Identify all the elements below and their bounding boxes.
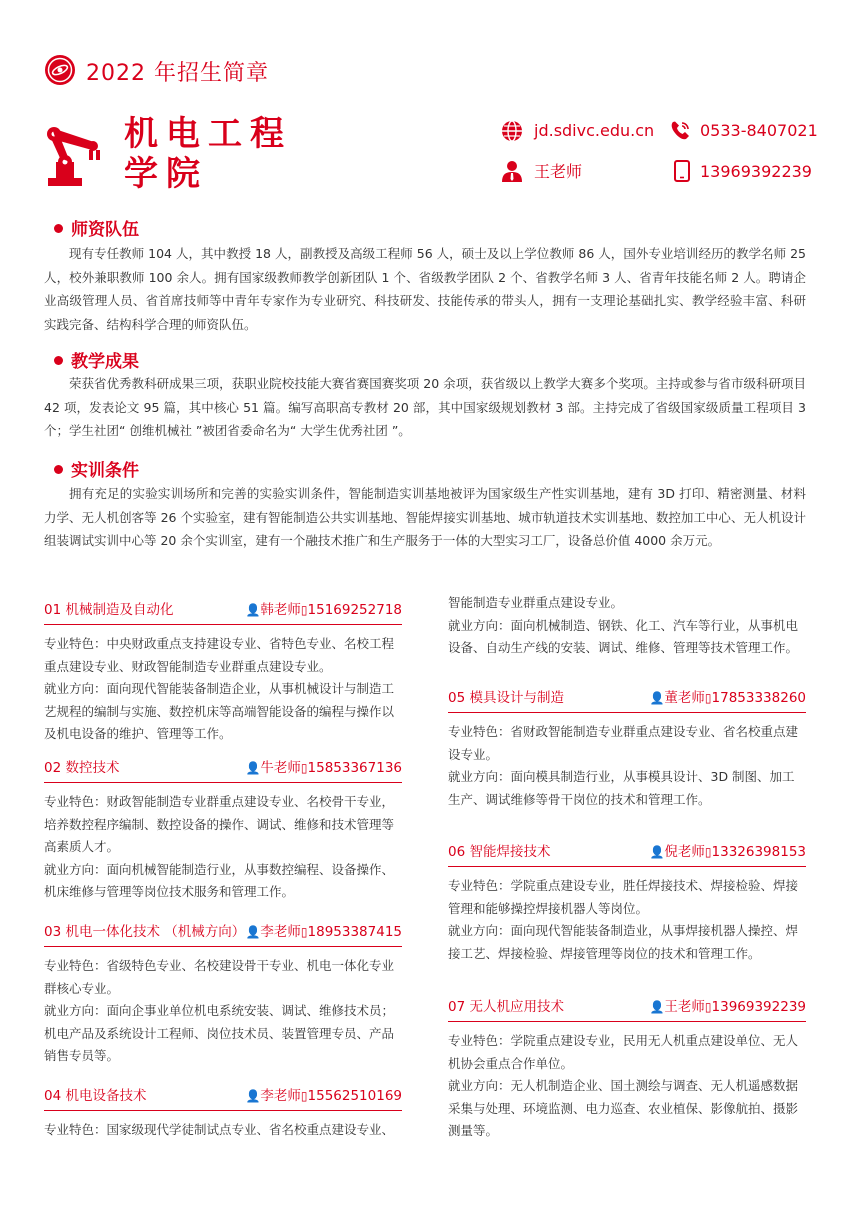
person-icon: 👤 <box>649 845 665 859</box>
mobile-phone-icon <box>671 160 693 182</box>
major-phone[interactable]: 15169252718 <box>307 602 402 618</box>
bullet-icon <box>54 224 63 233</box>
major-header <box>448 688 806 713</box>
major-card-continued <box>448 592 806 660</box>
major-features-continued: 智能制造专业群重点建设专业。 <box>448 595 624 610</box>
major-card <box>44 922 402 1068</box>
major-contact <box>245 600 402 620</box>
major-card <box>448 688 806 811</box>
major-features: 专业特色：中央财政重点支持建设专业、省特色专业、名校工程重点建设专业、财政智能制造专业群重点建设专业。 <box>44 636 395 674</box>
person-icon: 👤 <box>245 925 261 939</box>
person-icon: 👤 <box>649 691 665 705</box>
major-card <box>448 997 806 1143</box>
major-features: 专业特色：学院重点建设专业，胜任焊接技术、焊接检验、焊接管理和能够操控焊接机器人等岗位。 <box>448 878 799 916</box>
office-phone[interactable]: 0533-8407021 <box>700 121 818 140</box>
teaching-paragraph: 荣获省优秀教科研成果三项，获职业院校技能大赛省赛国赛奖项 20 余项，获省级以上教学大赛多个奖项。主持或参与省市级科研项目 42 项，发表论文 95 篇，其中核心 51 篇。编写高职高专教材 20 部，其中国家级规划教材 3 部。主持完成了省级国家级质量工程项目 3 个；学生社团“ 创维机械社 ”被团省委命名为“ 大学生优秀社团 ”。 <box>44 376 806 438</box>
mobile-phone-icon: ▯ <box>300 1089 308 1103</box>
major-header <box>44 600 402 625</box>
faculty-paragraph: 现有专任教师 104 人，其中教授 18 人，副教授及高级工程师 56 人，硕士及以上学位教师 86 人，国外专业培训经历的教学名师 25 人，校外兼职教师 100 余人。拥有国家级教师教学创新团队 1 个、省级教学团队 2 个、省教学名师 3 人、省青年技能名师 2 人。聘请企业高级管理人员、省首席技师等中青年专家作为专业研究、科技研发、技能传承的带头人，拥有一支理论基础扎实、教学经验丰富、科研实践完备、结构科学合理的师资队伍。 <box>44 246 806 332</box>
department-name-line1: 机电工程 <box>124 114 292 154</box>
major-name: 04 机电设备技术 <box>44 1088 147 1104</box>
training-paragraph: 拥有充足的实验实训场所和完善的实验实训条件，智能制造实训基地被评为国家级生产性实训基地，建有 3D 打印、精密测量、材料力学、无人机创客等 26 个实验室，建有智能制造公共实训基地、智能焊接实训基地、城市轨道技术实训基地、数控加工中心、无人机设计组装调试实训中心等 20 余个实训室，建有一个融技术推广和生产服务于一体的大型实习工厂，设备总价值 4000 余万元。 <box>44 486 806 548</box>
person-icon: 👤 <box>245 1089 261 1103</box>
major-employment: 就业方向：无人机制造企业、国土测绘与调查、无人机遥感数据采集与处理、环境监测、电力巡查、农业植保、影像航拍、摄影测量等。 <box>448 1078 799 1138</box>
major-features: 专业特色：省级特色专业、名校建设骨干专业、机电一体化专业群核心专业。 <box>44 958 395 996</box>
major-employment: 就业方向：面向机械制造、钢铁、化工、汽车等行业，从事机电设备、自动生产线的安装、调试、维修、管理等技术管理工作。 <box>448 617 799 655</box>
major-phone[interactable]: 15853367136 <box>307 760 402 776</box>
person-icon: 👤 <box>245 603 261 617</box>
mobile-phone-icon: ▯ <box>704 845 712 859</box>
major-card <box>44 758 402 904</box>
major-name: 02 数控技术 <box>44 760 120 776</box>
major-phone[interactable]: 15562510169 <box>307 1088 402 1104</box>
major-header <box>448 997 806 1022</box>
mobile-phone-icon: ▯ <box>704 1000 712 1014</box>
person-icon <box>501 160 523 182</box>
major-employment: 就业方向：面向现代智能装备制造企业，从事机械设计与制造工艺规程的编制与实施、数控机床等高端智能设备的编程与操作以及机电设备的维护、管理等工作。 <box>44 681 395 741</box>
mobile-phone-icon: ▯ <box>704 691 712 705</box>
major-card <box>448 842 806 965</box>
major-name: 07 无人机应用技术 <box>448 999 564 1015</box>
major-contact <box>245 1086 402 1106</box>
major-name: 05 模具设计与制造 <box>448 690 564 706</box>
major-teacher: 李老师 <box>260 924 301 940</box>
major-header <box>44 758 402 783</box>
major-phone[interactable]: 13326398153 <box>711 844 806 860</box>
major-contact <box>649 842 806 862</box>
major-name: 01 机械制造及自动化 <box>44 602 174 618</box>
major-teacher: 牛老师 <box>260 760 301 776</box>
globe-icon <box>501 120 523 142</box>
department-name-line2: 学院 <box>124 154 208 194</box>
person-icon: 👤 <box>245 761 261 775</box>
major-header <box>448 842 806 867</box>
bullet-icon <box>54 356 63 365</box>
section-title-faculty: 师资队伍 <box>54 219 139 241</box>
section-title-teaching: 教学成果 <box>54 351 139 373</box>
major-employment: 就业方向：面向模具制造行业，从事模具设计、3D 制图、加工生产、调试维修等骨干岗位的技术和管理工作。 <box>448 769 795 807</box>
major-teacher: 王老师 <box>664 999 705 1015</box>
mobile-number[interactable]: 13969392239 <box>700 162 812 181</box>
major-header <box>44 1086 402 1111</box>
major-card <box>44 600 402 746</box>
mobile-phone-icon: ▯ <box>300 925 308 939</box>
mobile-phone-icon: ▯ <box>300 603 308 617</box>
person-icon: 👤 <box>649 1000 665 1014</box>
major-phone[interactable]: 13969392239 <box>711 999 806 1015</box>
website-link[interactable]: jd.sdivc.edu.cn <box>534 121 655 140</box>
contact-person: 王老师 <box>534 162 583 181</box>
major-teacher: 倪老师 <box>664 844 705 860</box>
major-header <box>44 922 402 947</box>
robot-arm-icon <box>42 122 104 188</box>
major-features: 专业特色：财政智能制造专业群重点建设专业、名校骨干专业，培养数控程序编制、数控设备的操作、调试、维修和技术管理等高素质人才。 <box>44 794 395 854</box>
major-teacher: 韩老师 <box>260 602 301 618</box>
major-name: 03 机电一体化技术 （机械方向） <box>44 924 246 940</box>
major-employment: 就业方向：面向现代智能装备制造业，从事焊接机器人操控、焊接工艺、焊接检验、焊接管理等岗位的技术和管理工作。 <box>448 923 799 961</box>
major-contact <box>245 758 402 778</box>
bullet-icon <box>54 465 63 474</box>
major-phone[interactable]: 17853338260 <box>711 690 806 706</box>
major-contact <box>649 688 806 708</box>
mobile-phone-icon: ▯ <box>300 761 308 775</box>
major-teacher: 李老师 <box>260 1088 301 1104</box>
college-logo-icon <box>44 54 76 86</box>
major-card <box>44 1086 402 1142</box>
phone-icon <box>669 120 691 142</box>
major-phone[interactable]: 18953387415 <box>307 924 402 940</box>
major-features: 专业特色：国家级现代学徒制试点专业、省名校重点建设专业、 <box>44 1122 395 1137</box>
major-contact <box>649 997 806 1017</box>
major-employment: 就业方向：面向机械智能制造行业，从事数控编程、设备操作、机床维修与管理等岗位技术服务和管理工作。 <box>44 861 395 899</box>
major-teacher: 董老师 <box>664 690 705 706</box>
major-employment: 就业方向：面向企事业单位机电系统安装、调试、维修技术员；机电产品及系统设计工程师、岗位技术员、装置管理专员、产品销售专员等。 <box>44 1003 395 1063</box>
major-features: 专业特色：省财政智能制造专业群重点建设专业、省名校重点建设专业。 <box>448 724 799 762</box>
page-title: 2022 年招生简章 <box>86 61 269 86</box>
major-features: 专业特色：学院重点建设专业，民用无人机重点建设单位、无人机协会重点合作单位。 <box>448 1033 799 1071</box>
major-name: 06 智能焊接技术 <box>448 844 551 860</box>
major-contact <box>245 922 402 942</box>
section-title-training: 实训条件 <box>54 460 139 482</box>
